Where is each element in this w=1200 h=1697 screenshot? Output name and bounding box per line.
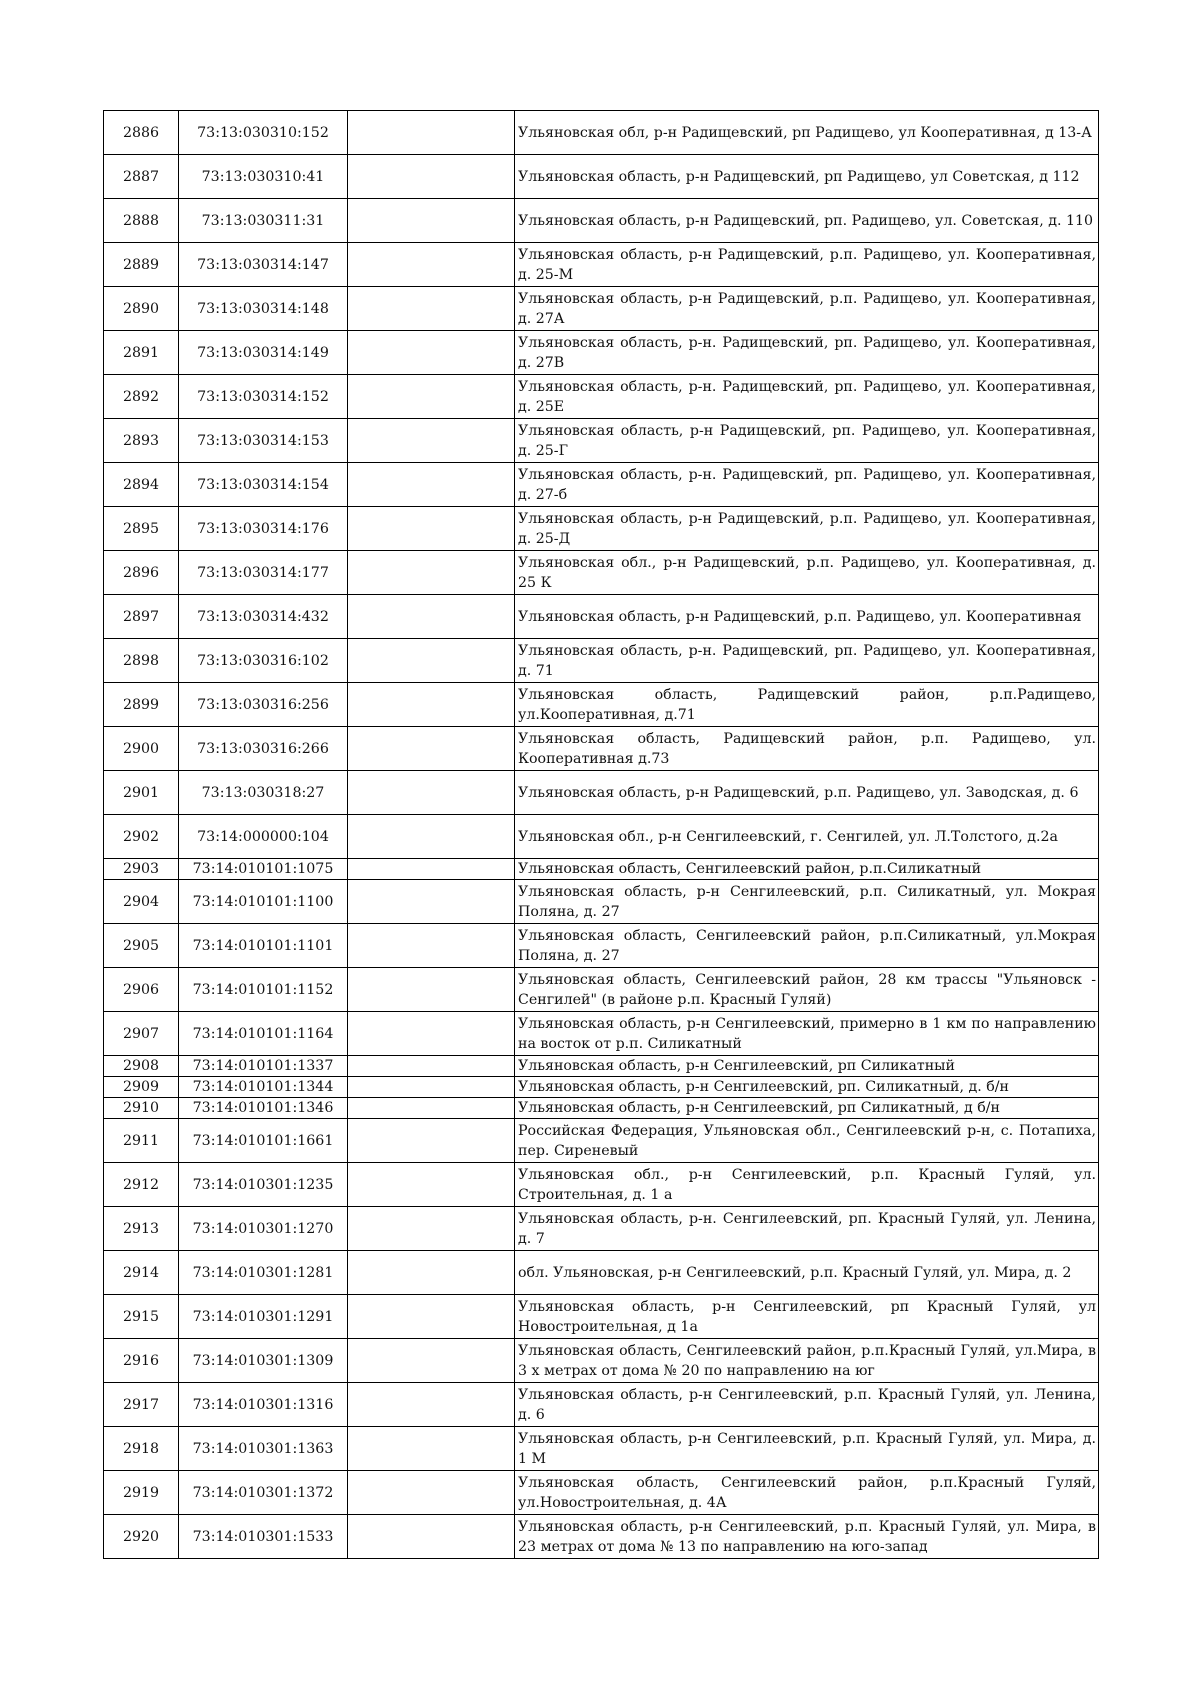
address-cell: Ульяновская область, р-н Сенгилеевский, р.п. Красный Гуляй, ул. Мира, д. 1 М xyxy=(515,1427,1099,1471)
cadastral-number: 73:13:030314:432 xyxy=(179,595,348,639)
address-cell: Ульяновская область, р-н. Радищевский, рп. Радищево, ул. Кооперативная, д. 25Е xyxy=(515,375,1099,419)
address-cell: Ульяновская обл., р-н Сенгилеевский, р.п. Красный Гуляй, ул. Строительная, д. 1 а xyxy=(515,1163,1099,1207)
row-number: 2917 xyxy=(104,1383,179,1427)
empty-cell xyxy=(348,1119,515,1163)
table-row xyxy=(104,1295,1099,1339)
cadastral-number: 73:14:010101:1661 xyxy=(179,1119,348,1163)
cadastral-number: 73:13:030314:177 xyxy=(179,551,348,595)
table-row xyxy=(104,1207,1099,1251)
address-cell: Ульяновская область, р-н Радищевский, р.п. Радищево, ул. Кооперативная, д. 25-М xyxy=(515,243,1099,287)
empty-cell xyxy=(348,1077,515,1098)
empty-cell xyxy=(348,111,515,155)
address-cell: Ульяновская область, р-н Радищевский, рп. Радищево, ул. Советская, д. 110 xyxy=(515,199,1099,243)
empty-cell xyxy=(348,1471,515,1515)
address-cell: Ульяновская область, р-н. Радищевский, рп. Радищево, ул. Кооперативная, д. 27В xyxy=(515,331,1099,375)
table-row xyxy=(104,1012,1099,1056)
row-number: 2915 xyxy=(104,1295,179,1339)
row-number: 2919 xyxy=(104,1471,179,1515)
address-cell: Ульяновская область, р-н. Сенгилеевский, рп. Красный Гуляй, ул. Ленина, д. 7 xyxy=(515,1207,1099,1251)
empty-cell xyxy=(348,375,515,419)
address-cell: обл. Ульяновская, р-н Сенгилеевский, р.п. Красный Гуляй, ул. Мира, д. 2 xyxy=(515,1251,1099,1295)
table-row xyxy=(104,111,1099,155)
row-number: 2904 xyxy=(104,880,179,924)
empty-cell xyxy=(348,595,515,639)
row-number: 2894 xyxy=(104,463,179,507)
table-row xyxy=(104,683,1099,727)
empty-cell xyxy=(348,815,515,859)
empty-cell xyxy=(348,924,515,968)
row-number: 2913 xyxy=(104,1207,179,1251)
cadastral-number: 73:13:030311:31 xyxy=(179,199,348,243)
row-number: 2900 xyxy=(104,727,179,771)
table-row xyxy=(104,375,1099,419)
cadastral-number: 73:13:030314:148 xyxy=(179,287,348,331)
cadastral-number: 73:14:010301:1235 xyxy=(179,1163,348,1207)
cadastral-number: 73:13:030314:176 xyxy=(179,507,348,551)
row-number: 2903 xyxy=(104,859,179,880)
address-cell: Ульяновская обл., р-н Радищевский, р.п. Радищево, ул. Кооперативная, д. 25 К xyxy=(515,551,1099,595)
table-row xyxy=(104,815,1099,859)
empty-cell xyxy=(348,1163,515,1207)
table-row xyxy=(104,859,1099,880)
address-cell: Ульяновская область, Сенгилеевский район, р.п.Силикатный, ул.Мокрая Поляна, д. 27 xyxy=(515,924,1099,968)
empty-cell xyxy=(348,1251,515,1295)
empty-cell xyxy=(348,463,515,507)
row-number: 2916 xyxy=(104,1339,179,1383)
table-row xyxy=(104,1119,1099,1163)
address-cell: Ульяновская область, Сенгилеевский район, р.п.Красный Гуляй, ул.Мира, в 3 х метрах от дома № 20 по направлению на юг xyxy=(515,1339,1099,1383)
table-row xyxy=(104,1515,1099,1559)
cadastral-number: 73:14:010101:1075 xyxy=(179,859,348,880)
cadastral-number: 73:13:030316:266 xyxy=(179,727,348,771)
table-row xyxy=(104,924,1099,968)
row-number: 2911 xyxy=(104,1119,179,1163)
cadastral-number: 73:14:000000:104 xyxy=(179,815,348,859)
table-row xyxy=(104,880,1099,924)
row-number: 2895 xyxy=(104,507,179,551)
address-cell: Ульяновская область, р-н Радищевский, р.п. Радищево, ул. Кооперативная xyxy=(515,595,1099,639)
cadastral-number: 73:14:010301:1372 xyxy=(179,1471,348,1515)
row-number: 2905 xyxy=(104,924,179,968)
address-cell: Ульяновская область, р-н Радищевский, р.п. Радищево, ул. Кооперативная, д. 25-Д xyxy=(515,507,1099,551)
table-row xyxy=(104,463,1099,507)
row-number: 2891 xyxy=(104,331,179,375)
table-row xyxy=(104,968,1099,1012)
address-cell: Ульяновская область, р-н Радищевский, р.п. Радищево, ул. Кооперативная, д. 27А xyxy=(515,287,1099,331)
cadastral-number: 73:14:010301:1291 xyxy=(179,1295,348,1339)
table-row xyxy=(104,771,1099,815)
table-row xyxy=(104,507,1099,551)
table-row xyxy=(104,243,1099,287)
empty-cell xyxy=(348,859,515,880)
row-number: 2887 xyxy=(104,155,179,199)
row-number: 2890 xyxy=(104,287,179,331)
row-number: 2912 xyxy=(104,1163,179,1207)
cadastral-number: 73:13:030314:152 xyxy=(179,375,348,419)
table-row xyxy=(104,1098,1099,1119)
row-number: 2920 xyxy=(104,1515,179,1559)
table-row xyxy=(104,595,1099,639)
cadastral-number: 73:14:010101:1164 xyxy=(179,1012,348,1056)
address-cell: Ульяновская область, р-н. Радищевский, рп. Радищево, ул. Кооперативная, д. 71 xyxy=(515,639,1099,683)
row-number: 2886 xyxy=(104,111,179,155)
empty-cell xyxy=(348,683,515,727)
cadastral-number: 73:14:010301:1533 xyxy=(179,1515,348,1559)
address-cell: Ульяновская обл, р-н Радищевский, рп Радищево, ул Кооперативная, д 13-А xyxy=(515,111,1099,155)
empty-cell xyxy=(348,1515,515,1559)
row-number: 2909 xyxy=(104,1077,179,1098)
empty-cell xyxy=(348,771,515,815)
table-row xyxy=(104,727,1099,771)
table-row xyxy=(104,1339,1099,1383)
table-row xyxy=(104,155,1099,199)
row-number: 2899 xyxy=(104,683,179,727)
table-row xyxy=(104,1163,1099,1207)
cadastral-number: 73:14:010301:1309 xyxy=(179,1339,348,1383)
address-cell: Российская Федерация, Ульяновская обл., Сенгилеевский р-н, с. Потапиха, пер. Сиреневый xyxy=(515,1119,1099,1163)
address-cell: Ульяновская область, р-н Радищевский, рп. Радищево, ул. Кооперативная, д. 25-Г xyxy=(515,419,1099,463)
address-cell: Ульяновская область, р-н Сенгилеевский, р.п. Красный Гуляй, ул. Ленина, д. 6 xyxy=(515,1383,1099,1427)
empty-cell xyxy=(348,639,515,683)
row-number: 2896 xyxy=(104,551,179,595)
address-cell: Ульяновская область, р-н. Радищевский, рп. Радищево, ул. Кооперативная, д. 27-б xyxy=(515,463,1099,507)
row-number: 2908 xyxy=(104,1056,179,1077)
address-cell: Ульяновская область, р-н Сенгилеевский, рп Красный Гуляй, ул Новостроительная, д 1а xyxy=(515,1295,1099,1339)
cadastral-number: 73:13:030314:153 xyxy=(179,419,348,463)
empty-cell xyxy=(348,551,515,595)
empty-cell xyxy=(348,727,515,771)
row-number: 2910 xyxy=(104,1098,179,1119)
empty-cell xyxy=(348,331,515,375)
cadastral-number: 73:13:030318:27 xyxy=(179,771,348,815)
cadastral-number: 73:14:010301:1316 xyxy=(179,1383,348,1427)
empty-cell xyxy=(348,1056,515,1077)
empty-cell xyxy=(348,1098,515,1119)
registry-table-body xyxy=(104,111,1099,1559)
empty-cell xyxy=(348,1383,515,1427)
address-cell: Ульяновская область, р-н Сенгилеевский, р.п. Красный Гуляй, ул. Мира, в 23 метрах от дома № 13 по направлению на юго-запад xyxy=(515,1515,1099,1559)
address-cell: Ульяновская область, р-н Сенгилеевский, рп Силикатный xyxy=(515,1056,1099,1077)
table-row xyxy=(104,1056,1099,1077)
cadastral-number: 73:13:030310:152 xyxy=(179,111,348,155)
empty-cell xyxy=(348,507,515,551)
cadastral-number: 73:14:010101:1152 xyxy=(179,968,348,1012)
cadastral-number: 73:14:010301:1270 xyxy=(179,1207,348,1251)
cadastral-number: 73:13:030314:154 xyxy=(179,463,348,507)
row-number: 2914 xyxy=(104,1251,179,1295)
cadastral-number: 73:14:010101:1100 xyxy=(179,880,348,924)
address-cell: Ульяновская область, Радищевский район, р.п. Радищево, ул. Кооперативная д.73 xyxy=(515,727,1099,771)
address-cell: Ульяновская область, р-н Сенгилеевский, рп Силикатный, д б/н xyxy=(515,1098,1099,1119)
address-cell: Ульяновская область, р-н Радищевский, рп Радищево, ул Советская, д 112 xyxy=(515,155,1099,199)
row-number: 2892 xyxy=(104,375,179,419)
empty-cell xyxy=(348,880,515,924)
table-row xyxy=(104,287,1099,331)
table-row xyxy=(104,331,1099,375)
address-cell: Ульяновская обл., р-н Сенгилеевский, г. Сенгилей, ул. Л.Толстого, д.2а xyxy=(515,815,1099,859)
row-number: 2889 xyxy=(104,243,179,287)
cadastral-number: 73:13:030316:102 xyxy=(179,639,348,683)
table-row xyxy=(104,1077,1099,1098)
table-row xyxy=(104,1471,1099,1515)
address-cell: Ульяновская область, Сенгилеевский район, р.п.Силикатный xyxy=(515,859,1099,880)
address-cell: Ульяновская область, р-н Радищевский, р.п. Радищево, ул. Заводская, д. 6 xyxy=(515,771,1099,815)
cadastral-number: 73:14:010301:1281 xyxy=(179,1251,348,1295)
cadastral-number: 73:13:030314:149 xyxy=(179,331,348,375)
cadastral-number: 73:14:010101:1337 xyxy=(179,1056,348,1077)
address-cell: Ульяновская область, р-н Сенгилеевский, примерно в 1 км по направлению на восток от р.п. Силикатный xyxy=(515,1012,1099,1056)
table-row xyxy=(104,1383,1099,1427)
table-row xyxy=(104,1427,1099,1471)
empty-cell xyxy=(348,1295,515,1339)
empty-cell xyxy=(348,1427,515,1471)
cadastral-registry-table xyxy=(103,110,1099,1559)
empty-cell xyxy=(348,1207,515,1251)
cadastral-number: 73:14:010301:1363 xyxy=(179,1427,348,1471)
cadastral-number: 73:13:030314:147 xyxy=(179,243,348,287)
empty-cell xyxy=(348,1339,515,1383)
row-number: 2907 xyxy=(104,1012,179,1056)
empty-cell xyxy=(348,199,515,243)
cadastral-number: 73:14:010101:1101 xyxy=(179,924,348,968)
row-number: 2888 xyxy=(104,199,179,243)
empty-cell xyxy=(348,419,515,463)
cadastral-number: 73:14:010101:1344 xyxy=(179,1077,348,1098)
address-cell: Ульяновская область, Сенгилеевский район, 28 км трассы "Ульяновск - Сенгилей" (в районе р.п. Красный Гуляй) xyxy=(515,968,1099,1012)
empty-cell xyxy=(348,1012,515,1056)
table-row xyxy=(104,199,1099,243)
empty-cell xyxy=(348,155,515,199)
empty-cell xyxy=(348,287,515,331)
empty-cell xyxy=(348,243,515,287)
empty-cell xyxy=(348,968,515,1012)
cadastral-number: 73:14:010101:1346 xyxy=(179,1098,348,1119)
row-number: 2906 xyxy=(104,968,179,1012)
cadastral-number: 73:13:030316:256 xyxy=(179,683,348,727)
address-cell: Ульяновская область, Сенгилеевский район, р.п.Красный Гуляй, ул.Новостроительная, д. 4А xyxy=(515,1471,1099,1515)
row-number: 2893 xyxy=(104,419,179,463)
address-cell: Ульяновская область, р-н Сенгилеевский, рп. Силикатный, д. б/н xyxy=(515,1077,1099,1098)
table-row xyxy=(104,551,1099,595)
table-row xyxy=(104,639,1099,683)
address-cell: Ульяновская область, р-н Сенгилеевский, р.п. Силикатный, ул. Мокрая Поляна, д. 27 xyxy=(515,880,1099,924)
row-number: 2901 xyxy=(104,771,179,815)
row-number: 2898 xyxy=(104,639,179,683)
row-number: 2902 xyxy=(104,815,179,859)
row-number: 2918 xyxy=(104,1427,179,1471)
cadastral-number: 73:13:030310:41 xyxy=(179,155,348,199)
table-row xyxy=(104,419,1099,463)
row-number: 2897 xyxy=(104,595,179,639)
table-row xyxy=(104,1251,1099,1295)
address-cell: Ульяновская область, Радищевский район, р.п.Радищево, ул.Кооперативная, д.71 xyxy=(515,683,1099,727)
